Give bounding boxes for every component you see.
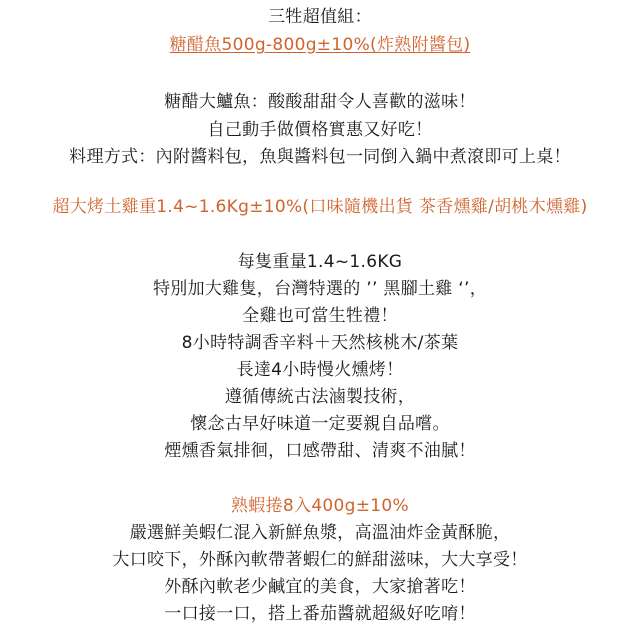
- chicken-desc-line-2: 特別加大雞隻，台灣特選的 ’’ 黑腳土雞 ‘’，: [152, 279, 488, 299]
- combo-heading: 三牲超值組：: [268, 7, 372, 27]
- chicken-desc-line-5: 長達4小時慢火燻烤！: [236, 360, 404, 380]
- chicken-desc-line-3: 全雞也可當生牲禮！: [242, 306, 398, 326]
- chicken-desc-line-8: 煙燻香氣排徊，口感帶甜、清爽不油膩！: [164, 441, 476, 461]
- fish-desc-line-3: 料理方式：內附醬料包，魚與醬料包一同倒入鍋中煮滾即可上桌！: [69, 147, 571, 167]
- chicken-title: 超大烤土雞重1.4~1.6Kg±10%(口味隨機出貨 茶香燻雞/胡桃木燻雞): [52, 197, 588, 217]
- shrimp-desc-line-4: 一口接一口，搭上番茄醬就超級好吃唷！: [164, 604, 476, 624]
- shrimp-desc-line-2: 大口咬下，外酥內軟帶著蝦仁的鮮甜滋味，大大享受！: [112, 550, 528, 570]
- shrimp-desc-line-1: 嚴選鮮美蝦仁混入新鮮魚漿，高溫油炸金黃酥脆，: [129, 523, 511, 543]
- chicken-desc-line-4: 8小時特調香辛料＋天然核桃木/茶葉: [181, 333, 459, 353]
- chicken-desc-line-1: 每隻重量1.4~1.6KG: [237, 252, 403, 272]
- fish-title-link[interactable]: 糖醋魚500g-800g±10%(炸熟附醬包): [169, 35, 471, 55]
- fish-desc-line-2: 自己動手做價格實惠又好吃！: [207, 120, 433, 140]
- shrimp-title: 熟蝦捲8入400g±10%: [231, 496, 409, 516]
- fish-desc-line-1: 糖醋大鱸魚：酸酸甜甜令人喜歡的滋味！: [164, 92, 476, 112]
- chicken-desc-line-7: 懷念古早好味道一定要親自品嚐。: [190, 414, 450, 434]
- chicken-desc-line-6: 遵循傳統古法滷製技術，: [224, 387, 416, 407]
- shrimp-desc-line-3: 外酥內軟老少鹹宜的美食，大家搶著吃！: [164, 577, 476, 597]
